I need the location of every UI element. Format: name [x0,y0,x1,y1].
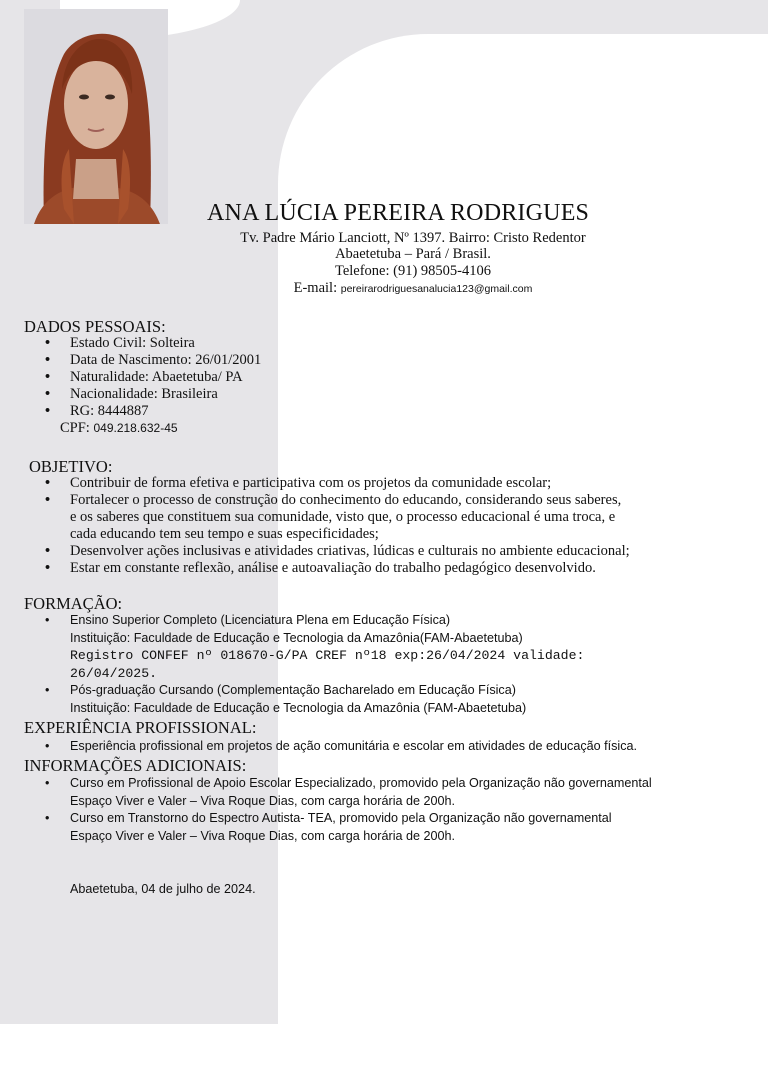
list-item-continuation: Instituição: Faculdade de Educação e Tecnologia da Amazônia (FAM-Abaetetuba) [70,700,527,715]
list-item-continuation: cada educando tem seu tempo e suas especificidades; [70,526,379,542]
experiencia-list [24,738,637,756]
list-item: • Curso em Profissional de Apoio Escolar Especializado, promovido pela Organização não governamental [24,775,652,793]
address-line: Tv. Padre Mário Lanciott, Nº 1397. Bairro: Cristo Redentor [240,230,586,246]
city-line: Abaetetuba – Pará / Brasil. [335,246,491,262]
list-item: • Esperiência profissional em projetos de ação comunitária e escolar em atividades de educação física. [24,738,637,756]
list-item: • Curso em Transtorno do Espectro Autista- TEA, promovido pela Organização não governamental [24,810,652,828]
email-address[interactable]: pereirarodriguesanalucia123@gmail.com [340,283,533,295]
list-item-continuation: Instituição: Faculdade de Educação e Tecnologia da Amazônia(FAM-Abaetetuba) [70,630,523,645]
cpf-value: 049.218.632-45 [93,421,178,435]
list-item-continuation: Registro CONFEF nº 018670-G/PA CREF nº18 exp:26/04/2024 validade: [70,648,585,663]
section-title-objetivo: OBJETIVO: [29,457,113,476]
informacoes-list [24,775,652,845]
cpf-label: CPF: [60,420,90,436]
list-item: • Desenvolver ações inclusivas e atividades criativas, lúdicas e culturais no ambiente educacional; [24,543,630,560]
list-item: • Naturalidade: Abaetetuba/ PA [24,369,261,386]
section-title-formacao: FORMAÇÃO: [24,594,123,613]
candidate-name: ANA LÚCIA PEREIRA RODRIGUES [207,200,590,226]
list-item: • Estar em constante reflexão, análise e autoavaliação do trabalho pedagógico desenvolvido. [24,560,630,577]
list-item: • Fortalecer o processo de construção do conhecimento do educando, considerando seus saberes, [24,492,630,509]
list-item: • Pós-graduação Cursando (Complementação Bacharelado em Educação Física) [24,682,584,700]
email-line [200,280,626,297]
objetivo-list [24,475,630,577]
list-item: • Ensino Superior Completo (Licenciatura Plena em Educação Física) [24,612,584,630]
section-title-informacoes: INFORMAÇÕES ADICIONAIS: [24,756,247,775]
list-item-continuation: Espaço Viver e Valer – Viva Roque Dias, com carga horária de 200h. [70,828,456,843]
section-title-experiencia: EXPERIÊNCIA PROFISSIONAL: [24,718,257,737]
list-item: • Nacionalidade: Brasileira [24,386,261,403]
list-item-continuation: Espaço Viver e Valer – Viva Roque Dias, com carga horária de 200h. [70,793,456,808]
list-item: • Data de Nascimento: 26/01/2001 [24,352,261,369]
cpf-line [60,420,178,437]
signature-date: Abaetetuba, 04 de julho de 2024. [70,882,256,896]
list-item-continuation: e os saberes que constituem sua comunidade, visto que, o processo educacional é uma troca, e [70,509,616,525]
list-item: • Contribuir de forma efetiva e participativa com os projetos da comunidade escolar; [24,475,630,492]
section-title-dados-pessoais: DADOS PESSOAIS: [24,317,166,336]
list-item: • RG: 8444887 [24,403,261,420]
phone-line: Telefone: (91) 98505-4106 [334,263,492,279]
list-item-continuation: 26/04/2025. [70,665,158,681]
formacao-list [24,612,584,717]
profile-photo [24,9,168,224]
email-label: E-mail: [293,280,338,296]
dados-pessoais-list [24,335,261,420]
list-item: • Estado Civil: Solteira [24,335,261,352]
